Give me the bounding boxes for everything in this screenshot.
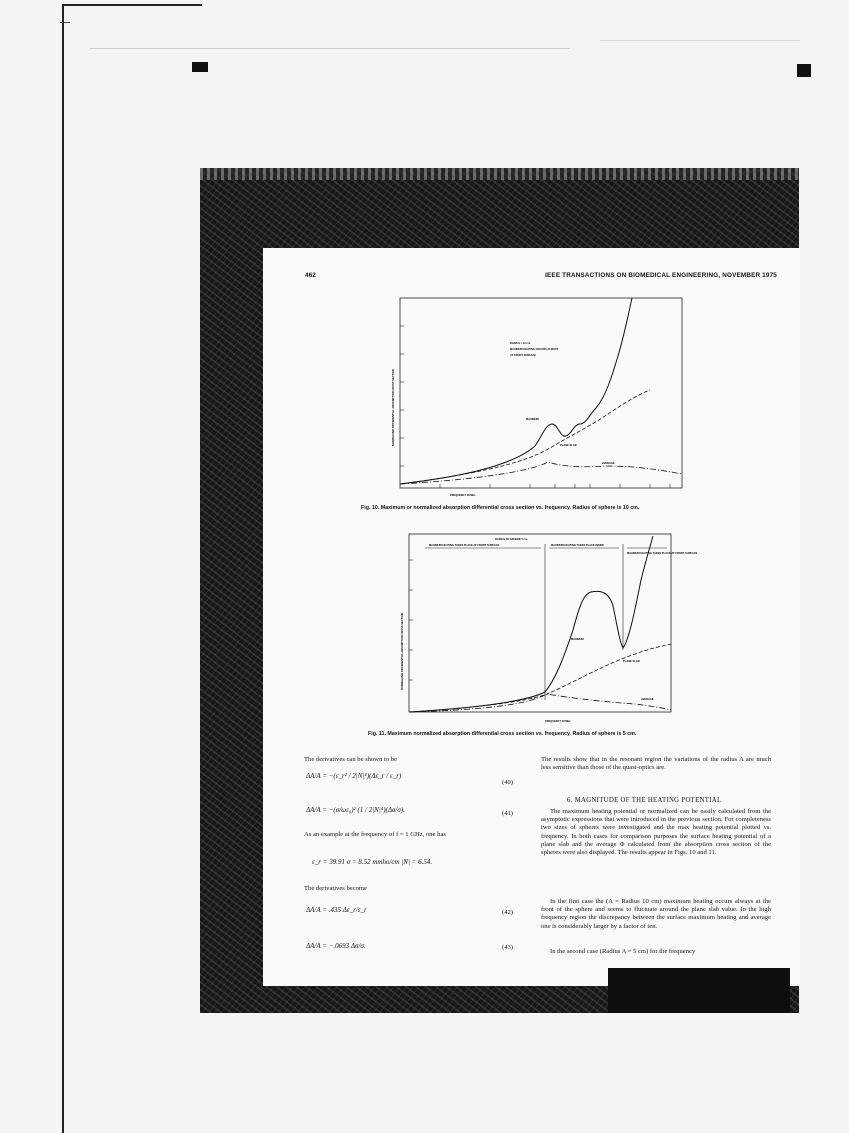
fig11-yticks xyxy=(409,560,413,680)
equation-number-43: (43) xyxy=(502,944,513,951)
fig10-average-curve xyxy=(400,462,682,484)
fig11-x-axis-label: FREQUENCY IN MHz xyxy=(545,720,571,723)
left-intro: The derivatives can be shown to be xyxy=(304,756,398,763)
equation-number-40: (40) xyxy=(502,779,513,786)
fig10-annotation: RADIUS = 10 cm xyxy=(510,342,531,345)
fig10-maximum-curve xyxy=(400,298,632,484)
right-paragraph-1: The results show that in the resonant region the variations of the radius A are much less sensitive than those of the quasi-optics are. xyxy=(541,756,771,772)
section-title: 6. MAGNITUDE OF THE HEATING POTENTIAL xyxy=(567,797,722,804)
left-become: The derivatives become xyxy=(304,885,367,892)
fig11-annotation: MAXIMUM HEATING TAKES PLACE INSIDE xyxy=(551,544,605,547)
equation-number-42: (42) xyxy=(502,909,513,916)
figure-11-caption: Fig. 11. Maximum normalized absorption differential cross section vs. frequency. Radius of sphere is 5 cm. xyxy=(368,731,637,737)
figure-11-plot xyxy=(395,530,698,728)
fig10-curve-label: AVERAGE xyxy=(602,462,615,465)
figure-10-plot xyxy=(390,296,690,502)
fig10-frame xyxy=(400,298,682,488)
right-paragraph-2: The maximum heating potential or normalized can be easily calculated from the asymptotic expressions that were introduced in the previous section. For completeness two sizes of spheres were investigated and the max heating potential plotted vs. frequency. In both cases for comparison purposes the surface heating potential of a plane slab and the average Φ calculated from the absorption cross section of the spheres were also displayed. The results appear in Figs. 10 and 11. xyxy=(541,808,771,857)
page-number: 462 xyxy=(305,272,317,279)
fig11-annotation: RADIUS OF SPHERE 5 cm xyxy=(495,538,528,541)
scan-top-rule xyxy=(62,4,202,6)
values-line: ε_r = 39.91 σ = 8.52 mmho/cm |N| = 6.54. xyxy=(312,858,433,866)
dark-block xyxy=(608,968,790,1013)
frame-notch xyxy=(800,548,849,628)
fig10-annotation: MAXIMUM HEATING OCCURS ALWAYS xyxy=(510,348,559,351)
fig11-curve-label: AVERAGE xyxy=(641,698,654,701)
fig10-curve-label: PLANE SLAB xyxy=(560,444,577,447)
fig10-curve-label: MAXIMUM xyxy=(526,418,539,421)
equation-42: ΔA/A = .435 Δε_r/ε_r xyxy=(306,906,367,914)
journal-title: IEEE TRANSACTIONS ON BIOMEDICAL ENGINEERING, NOVEMBER 1975 xyxy=(545,272,777,279)
equation-41: ΔA/A = −(σ/ωε₀)² (1 / 2|N|⁴)(Δσ/σ). xyxy=(306,806,405,814)
right-paragraph-4: In the second case (Radius A = 5 cm) for the frequency xyxy=(550,948,696,955)
scan-dust-line xyxy=(90,48,570,49)
equation-number-41: (41) xyxy=(502,810,513,817)
fig10-xticks xyxy=(440,484,670,488)
fig10-x-axis-label: FREQUENCY IN MHz xyxy=(450,494,476,497)
fig11-annotation: MAXIMUM HEATING TAKES PLACE AT FRONT SURFACE xyxy=(627,552,698,555)
figure-10-caption: Fig. 10. Maximum or normalized absorption differential cross section vs. frequency. Radius of sphere is 10 cm. xyxy=(361,505,640,511)
scan-top-tick xyxy=(60,22,70,23)
left-example: As an example at the frequency of f = 1 GHz, one has xyxy=(304,831,446,838)
dark-scan-frame-edge xyxy=(200,168,799,180)
fig10-annotation: AT FRONT SURFACE xyxy=(510,354,537,357)
fig11-plane-slab-curve xyxy=(409,644,671,712)
scan-dust-line xyxy=(600,40,800,41)
equation-40: ΔA/A = −(ε_r² / 2|N|⁴)(Δε_r / ε_r) xyxy=(306,772,402,780)
fig10-y-axis-label: NORMALIZED DIFFERENTIAL ABSORPTION CROSS SECTION xyxy=(392,369,395,446)
fig11-y-axis-label: NORMALIZED DIFFERENTIAL ABSORPTION CROSS SECTION xyxy=(401,613,404,690)
fig10-yticks xyxy=(400,326,404,466)
fig11-curve-label: MAXIMUM xyxy=(571,638,584,641)
equation-43: ΔA/A = −.0693 Δσ/σ. xyxy=(306,942,366,950)
fig11-curve-label: PLANE SLAB xyxy=(623,660,640,663)
fig11-maximum-curve xyxy=(409,536,653,712)
scan-mark xyxy=(192,62,208,72)
right-paragraph-3: In the first case the (A = Radius 10 cm) maximum heating occurs always at the front of the sphere and seems to fluctuate around the plane slab value. In the high frequency region the discrepancy between the surface maximum heating and average one is considerably larger by a factor of ten. xyxy=(541,898,771,930)
scan-mark xyxy=(797,64,811,77)
fig11-annotation: MAXIMUM HEATING TAKES PLACE AT FRONT SURFACE xyxy=(429,544,500,547)
scan-left-border xyxy=(62,4,64,1133)
